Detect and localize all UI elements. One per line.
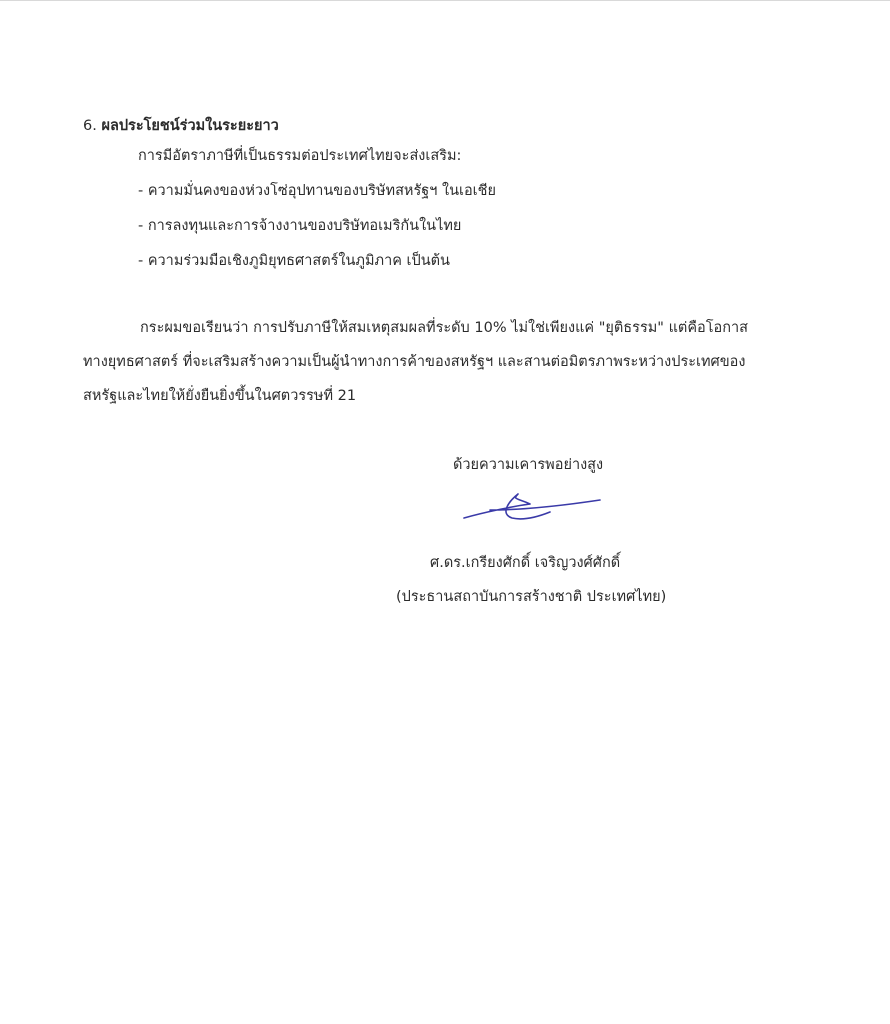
conclusion-line: สหรัฐและไทยให้ยั่งยืนยิ่งขึ้นในศตวรรษที่ 21 <box>83 388 357 404</box>
signatory-position: (ประธานสถาบันการสร้างชาติ ประเทศไทย) <box>396 589 667 605</box>
closing-salutation: ด้วยความเคารพอย่างสูง <box>453 457 604 473</box>
conclusion-line: กระผมขอเรียนว่า การปรับภาษีให้สมเหตุสมผลที่ระดับ 10% ไม่ใช่เพียงแค่ "ยุติธรรม" แต่คือโอกาส <box>140 320 749 336</box>
section-number: 6. <box>83 118 97 134</box>
page-top-border <box>0 0 890 1</box>
section-heading <box>83 116 279 136</box>
bullet-item: - การลงทุนและการจ้างงานของบริษัทอเมริกันในไทย <box>138 218 462 234</box>
signatory-name: ศ.ดร.เกรียงศักดิ์ เจริญวงศ์ศักดิ์ <box>430 555 621 571</box>
section-intro: การมีอัตราภาษีที่เป็นธรรมต่อประเทศไทยจะส่งเสริม: <box>138 148 462 164</box>
handwritten-signature <box>460 488 605 528</box>
bullet-item: - ความมั่นคงของห่วงโซ่อุปทานของบริษัทสหรัฐฯ ในเอเชีย <box>138 183 496 199</box>
section-title: ผลประโยชน์ร่วมในระยะยาว <box>101 118 279 134</box>
bullet-item: - ความร่วมมือเชิงภูมิยุทธศาสตร์ในภูมิภาค เป็นต้น <box>138 253 450 269</box>
conclusion-line: ทางยุทธศาสตร์ ที่จะเสริมสร้างความเป็นผู้นำทางการค้าของสหรัฐฯ และสานต่อมิตรภาพระหว่างประเทศของ <box>83 354 746 370</box>
